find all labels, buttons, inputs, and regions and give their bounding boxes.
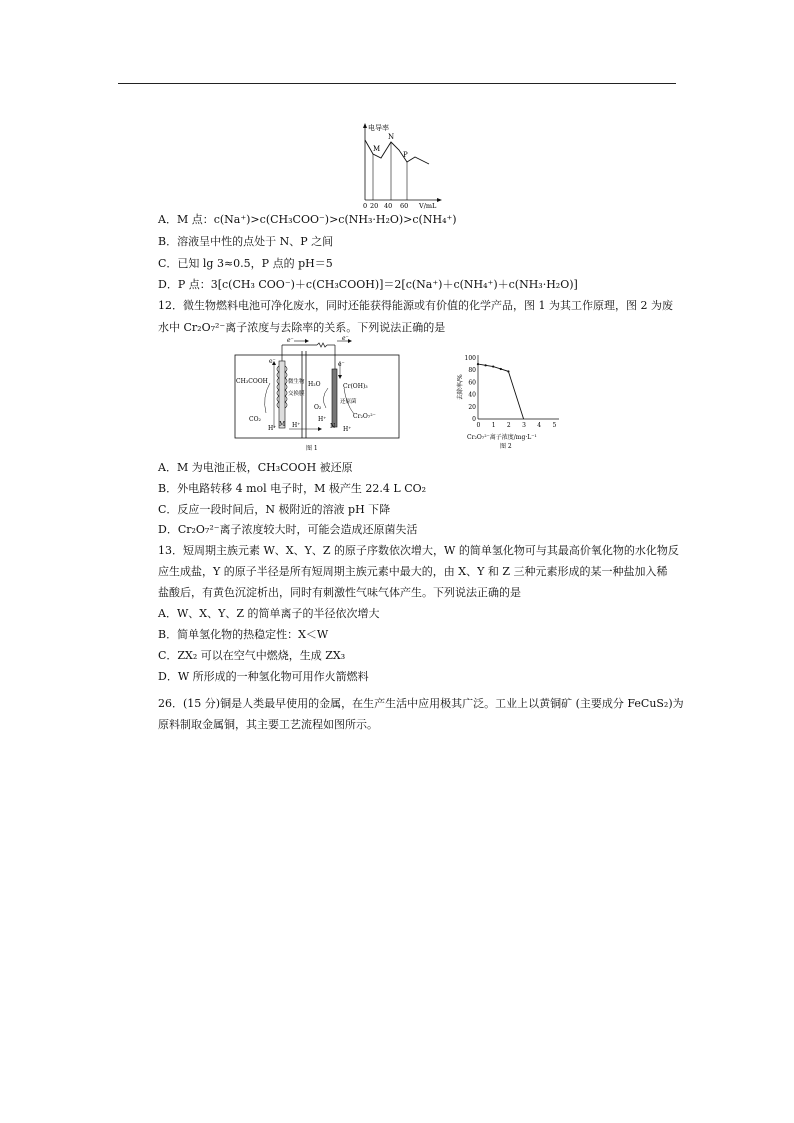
electrode-m-label: M bbox=[279, 421, 286, 428]
fig2-y-tick: 40 bbox=[468, 391, 476, 399]
conductivity-ylabel: 电导率 bbox=[368, 124, 389, 132]
figure1-caption: 图 1 bbox=[306, 445, 318, 452]
point-p-label: P bbox=[403, 151, 408, 159]
q12-option-d: D．Cr₂O₇²⁻离子浓度较大时，可能会造成还原菌失活 bbox=[158, 523, 418, 536]
header-rule bbox=[118, 83, 676, 84]
figure2-caption: 图 2 bbox=[500, 443, 512, 450]
q13-option-b: B．简单氢化物的热稳定性：X＜W bbox=[158, 628, 329, 641]
conductivity-xlabel: V/mL bbox=[419, 202, 437, 210]
h-plus-mid-label: H⁺ bbox=[292, 422, 301, 429]
fuel-cell-figure bbox=[232, 336, 404, 456]
q11-option-c: C．已知 lg 3≈0.5，P 点的 pH＝5 bbox=[158, 257, 333, 270]
fig2-xlabel: Cr₂O₇²⁻离子浓度/mg·L⁻¹ bbox=[467, 434, 537, 441]
h-plus-right-2-label: H⁺ bbox=[343, 426, 352, 433]
fig2-y-tick: 60 bbox=[468, 379, 476, 387]
x-tick-60: 60 bbox=[400, 202, 409, 210]
croh3-label: Cr(OH)₃ bbox=[343, 383, 368, 390]
electron-top-right-label: e⁻ bbox=[342, 336, 349, 342]
x-tick-20: 20 bbox=[370, 202, 379, 210]
fig2-x-tick: 2 bbox=[506, 422, 511, 429]
removal-rate-ylabel: 去除率/% bbox=[457, 374, 464, 400]
q13-stem-3: 盐酸后，有黄色沉淀析出，同时有刺激性气味气体产生。下列说法正确的是 bbox=[158, 586, 521, 599]
removal-rate-line bbox=[478, 364, 524, 419]
point-m-label: M bbox=[373, 145, 381, 153]
removal-rate-point bbox=[485, 364, 487, 366]
q12-option-a: A．M 为电池正极，CH₃COOH 被还原 bbox=[158, 461, 353, 474]
q26-line-2: 原料制取金属铜，其主要工艺流程如图所示。 bbox=[158, 718, 378, 731]
fig2-x-tick: 4 bbox=[537, 422, 542, 429]
q12-stem-1: 12．微生物燃料电池可净化废水，同时还能获得能源或有价值的化学产品，图 1 为其工作原理，图 2 为废 bbox=[158, 299, 673, 312]
q13-option-c: C．ZX₂ 可以在空气中燃烧，生成 ZX₃ bbox=[158, 649, 346, 662]
microbe-label: 微生物 bbox=[288, 379, 305, 385]
dichromate-label: Cr₂O₇²⁻ bbox=[353, 413, 376, 420]
fig2-y-tick: 20 bbox=[468, 403, 476, 411]
q26-line-1: 26．(15 分)铜是人类最早使用的金属，在生产生活中应用极其广泛。工业上以黄铜矿 (主要成分 FeCuS₂)为 bbox=[158, 697, 684, 710]
electrode-n-label: N bbox=[330, 423, 336, 430]
removal-rate-point bbox=[500, 368, 502, 370]
fig2-x-tick: 3 bbox=[522, 422, 526, 429]
electron-right-label: e⁻ bbox=[338, 361, 345, 368]
electron-left-label: e⁻ bbox=[269, 358, 276, 365]
q11-option-b: B．溶液呈中性的点处于 N、P 之间 bbox=[158, 235, 334, 248]
q12-option-c: C．反应一段时间后，N 极附近的溶液 pH 下降 bbox=[158, 503, 391, 516]
fig2-y-tick: 80 bbox=[468, 367, 476, 375]
fig2-x-tick: 0 bbox=[476, 422, 481, 429]
h-plus-left-label: H⁺ bbox=[268, 425, 277, 432]
fig2-y-tick: 0 bbox=[472, 416, 476, 423]
h-plus-right-1-label: H⁺ bbox=[318, 416, 327, 423]
reducer-label: 还原菌 bbox=[340, 399, 357, 405]
co2-label: CO₂ bbox=[249, 416, 261, 423]
q12-option-b: B．外电路转移 4 mol 电子时，M 极产生 22.4 L CO₂ bbox=[158, 482, 427, 495]
x-tick-40: 40 bbox=[384, 202, 393, 210]
h2o-label: H₂O bbox=[308, 381, 321, 388]
q13-stem-1: 13．短周期主族元素 W、X、Y、Z 的原子序数依次增大，W 的简单氢化物可与其最高价氧化物的水化物反 bbox=[158, 544, 679, 557]
membrane-label: 交换膜 bbox=[288, 391, 305, 397]
removal-rate-point bbox=[492, 365, 494, 367]
o2-label: O₂ bbox=[314, 404, 322, 411]
fig2-x-tick: 5 bbox=[552, 422, 557, 429]
fig2-x-tick: 1 bbox=[491, 422, 496, 429]
fig2-y-tick: 100 bbox=[464, 355, 476, 362]
q11-option-a: A．M 点：c(Na⁺)>c(CH₃COO⁻)>c(NH₃·H₂O)>c(NH₄⁺) bbox=[158, 213, 457, 226]
removal-rate-chart bbox=[450, 352, 565, 452]
q13-option-a: A．W、X、Y、Z 的简单离子的半径依次增大 bbox=[158, 607, 380, 620]
q13-option-d: D．W 所形成的一种氢化物可用作火箭燃料 bbox=[158, 670, 369, 683]
electron-top-left-label: e⁻ bbox=[287, 337, 294, 344]
q12-stem-2: 水中 Cr₂O₇²⁻离子浓度与去除率的关系。下列说法正确的是 bbox=[158, 321, 446, 334]
removal-rate-point bbox=[507, 370, 509, 372]
ch3cooh-label: CH₃COOH bbox=[236, 378, 268, 385]
removal-rate-point bbox=[477, 363, 479, 365]
q13-stem-2: 应生成盐，Y 的原子半径是所有短周期主族元素中最大的，由 X、Y 和 Z 三种元素形成的某一种盐加入稀 bbox=[158, 565, 668, 578]
point-n-label: N bbox=[388, 133, 395, 141]
q11-option-d: D．P 点：3[c(CH₃ COO⁻)＋c(CH₃COOH)]＝2[c(Na⁺)＋c(NH₄⁺)＋c(NH₃·H₂O)] bbox=[158, 278, 578, 291]
x-tick-0: 0 bbox=[363, 202, 368, 210]
conductivity-chart bbox=[355, 120, 445, 210]
